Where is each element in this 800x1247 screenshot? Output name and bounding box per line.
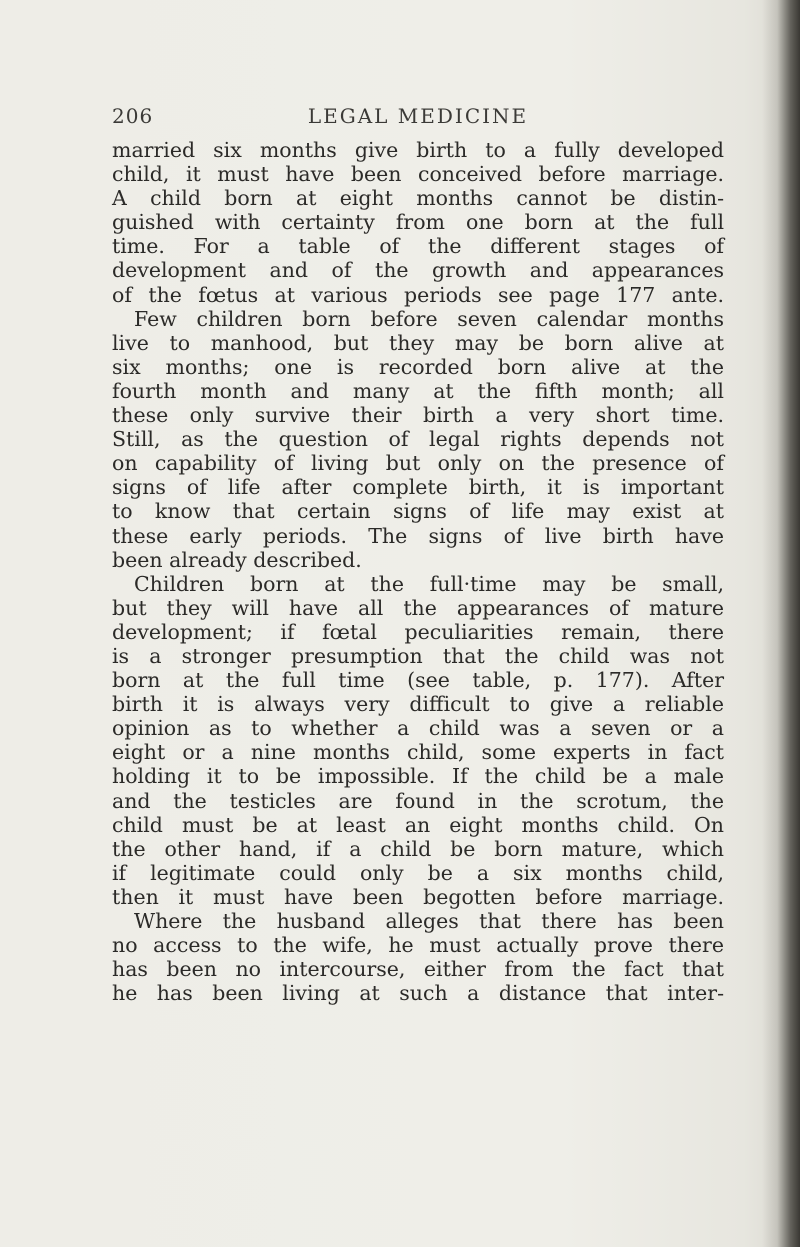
text-line: development and of the growth and appearances: [112, 258, 724, 283]
text-line: Children born at the full·time may be small,: [134, 571, 724, 596]
body-text: [112, 138, 724, 1005]
running-title: LEGAL MEDICINE: [307, 104, 529, 128]
text-line: birth it is always very difficult to give a reliable: [112, 692, 724, 717]
text-line: opinion as to whether a child was a seven or a: [112, 716, 724, 741]
text-line: no access to the wife, he must actually prove there: [112, 933, 724, 958]
text-line: these only survive their birth a very short time.: [112, 403, 724, 428]
text-line: child must be at least an eight months child. On: [112, 812, 724, 837]
text-line: born at the full time (see table, p. 177). After: [112, 668, 724, 693]
text-line: signs of life after complete birth, it is important: [112, 475, 724, 500]
text-line: live to manhood, but they may be born alive at: [112, 330, 724, 355]
text-line: Where the husband alleges that there has been: [134, 909, 724, 933]
text-line: married six months give birth to a fully developed: [112, 138, 724, 162]
text-line: A child born at eight months cannot be distin-: [112, 186, 724, 211]
text-line: if legitimate could only be a six months child,: [112, 860, 724, 885]
page-number: 206: [112, 104, 154, 128]
text-line: Still, as the question of legal rights depends not: [112, 427, 724, 452]
text-line: fourth month and many at the fifth month; all: [112, 378, 724, 403]
text-line: guished with certainty from one born at the full: [112, 210, 724, 235]
text-line: but they will have all the appearances of mature: [112, 595, 724, 620]
text-line: is a stronger presumption that the child was not: [112, 643, 724, 668]
text-line: eight or a nine months child, some experts in fact: [112, 740, 724, 765]
page-binding-shadow: [762, 0, 800, 1247]
text-line: these early periods. The signs of live birth have: [112, 523, 724, 548]
text-line: Few children born before seven calendar months: [134, 306, 724, 331]
text-line: holding it to be impossible. If the child be a male: [112, 764, 724, 789]
text-line: he has been living at such a distance that inter-: [112, 981, 724, 1006]
text-line: child, it must have been conceived before marriage.: [112, 162, 724, 187]
text-line: of the fœtus at various periods see page 177 ante.: [112, 282, 724, 307]
text-line: been already described.: [112, 547, 362, 572]
running-head: [112, 104, 724, 132]
text-line: development; if fœtal peculiarities remain, there: [112, 619, 724, 644]
text-line: then it must have been begotten before marriage.: [112, 884, 724, 909]
text-line: six months; one is recorded born alive at the: [112, 354, 724, 379]
text-line: on capability of living but only on the presence of: [112, 451, 724, 476]
text-line: has been no intercourse, either from the fact that: [112, 957, 724, 982]
text-line: to know that certain signs of life may exist at: [112, 499, 724, 524]
text-line: and the testicles are found in the scrotum, the: [112, 788, 724, 813]
text-line: time. For a table of the different stages of: [112, 234, 724, 259]
text-line: the other hand, if a child be born mature, which: [112, 836, 724, 861]
